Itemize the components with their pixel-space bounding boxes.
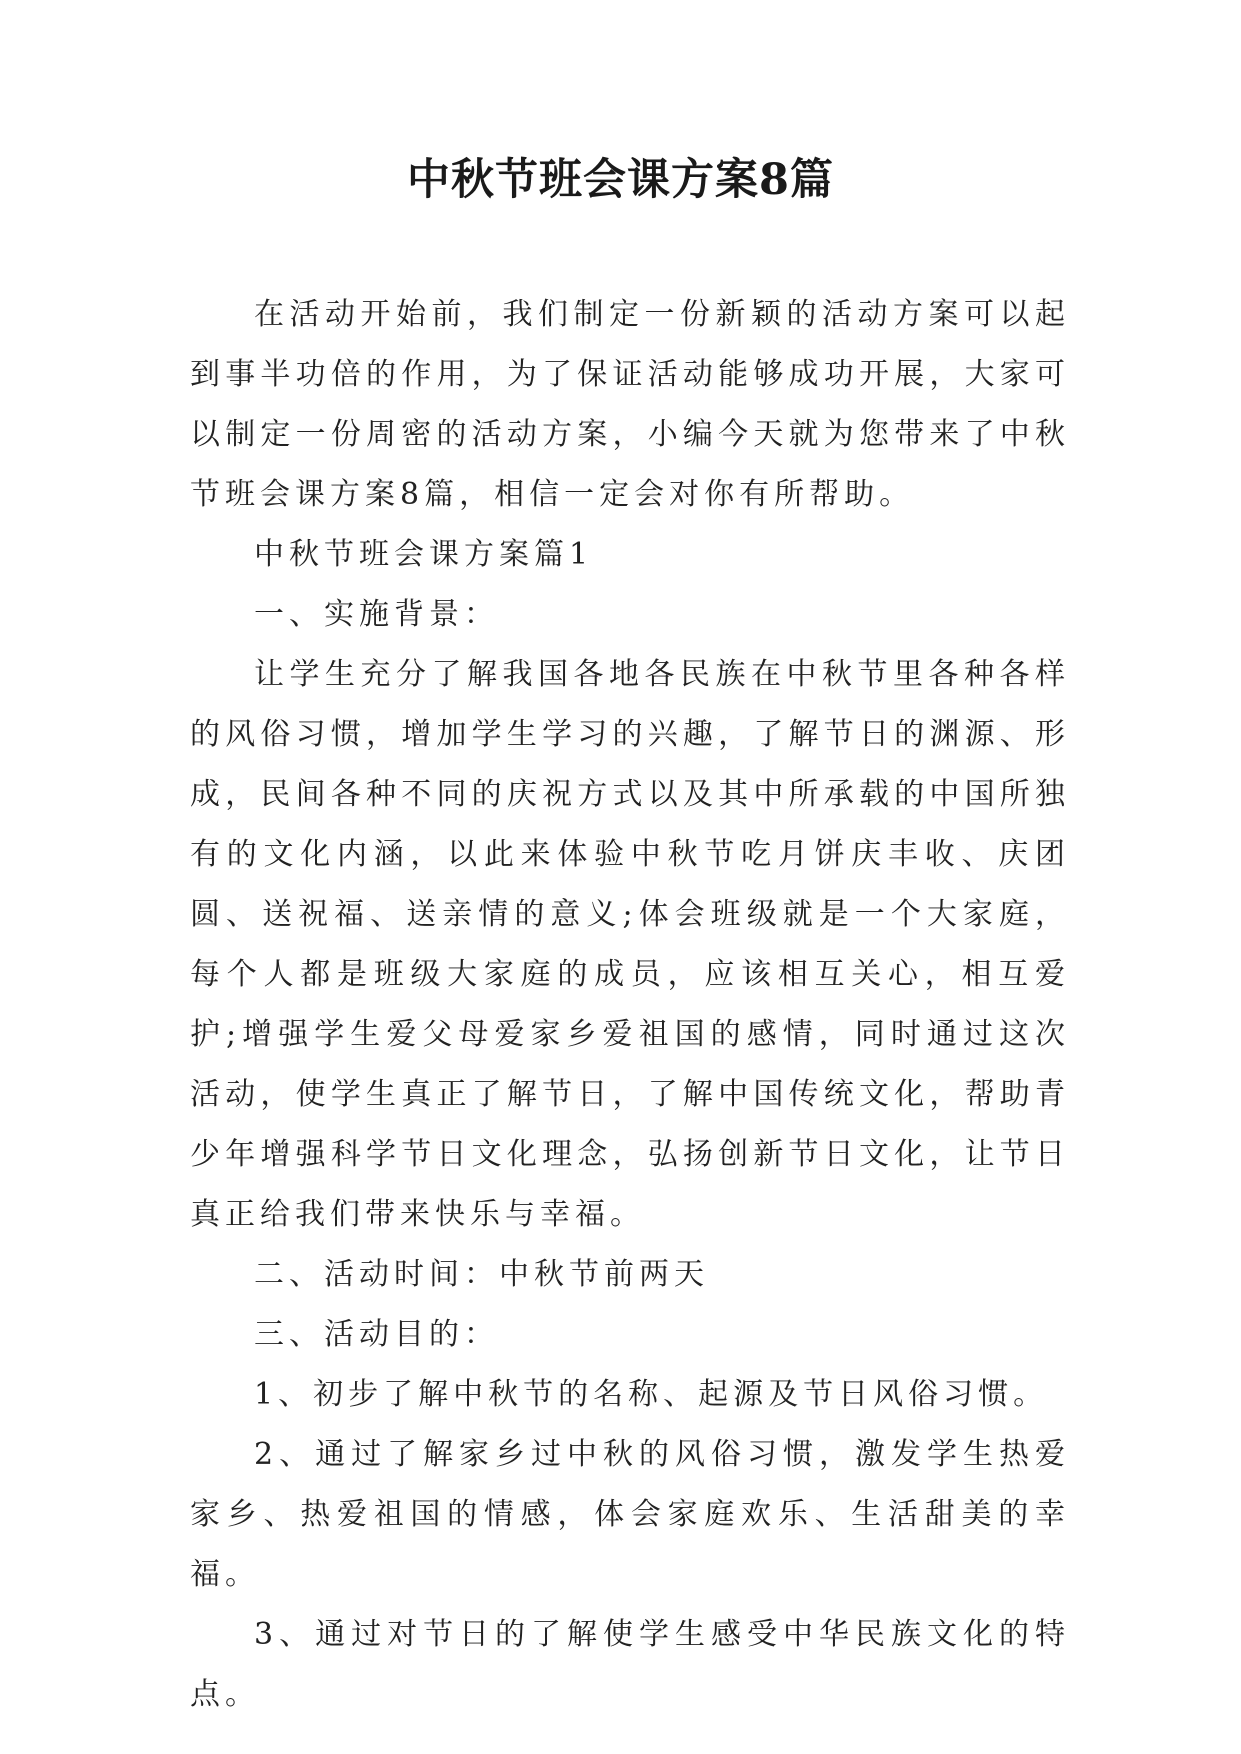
purpose-item-1: 1、初步了解中秋节的名称、起源及节日风俗习惯。	[254, 1377, 1049, 1412]
subheading-purpose: 三、活动目的：	[254, 1317, 499, 1352]
background-paragraph: 让学生充分了解我国各地各民族在中秋节里各种各样的风俗习惯，增加学生学习的兴趣，了解节日的渊源、形成，民间各种不同的庆祝方式以及其中所承载的中国所独有的文化内涵，以此来体验中秋节吃月饼庆丰收、庆团圆、送祝福、送亲情的意义;体会班级就是一个大家庭，每个人都是班级大家庭的成员，应该相互关心，相互爱护;增强学生爱父母爱家乡爱祖国的感情，同时通过这次活动，使学生真正了解节日，了解中国传统文化，帮助青少年增强科学节日文化理念，弘扬创新节日文化，让节日真正给我们带来快乐与幸福。	[190, 657, 1070, 1232]
section-heading: 中秋节班会课方案篇1	[254, 537, 594, 572]
activity-time-line: 二、活动时间：中秋节前两天	[254, 1257, 709, 1292]
document-title: 中秋节班会课方案8篇	[407, 155, 834, 205]
subheading-background: 一、实施背景：	[254, 597, 499, 632]
purpose-item-2: 2、通过了解家乡过中秋的风俗习惯，激发学生热爱家乡、热爱祖国的情感，体会家庭欢乐、生活甜美的幸福。	[190, 1437, 1070, 1592]
intro-paragraph: 在活动开始前，我们制定一份新颖的活动方案可以起到事半功倍的作用，为了保证活动能够成功开展，大家可以制定一份周密的活动方案，小编今天就为您带来了中秋节班会课方案8篇，相信一定会对你有所帮助。	[190, 297, 1070, 512]
document-body	[190, 285, 1070, 1725]
purpose-item-3: 3、通过对节日的了解使学生感受中华民族文化的特点。	[190, 1617, 1070, 1712]
